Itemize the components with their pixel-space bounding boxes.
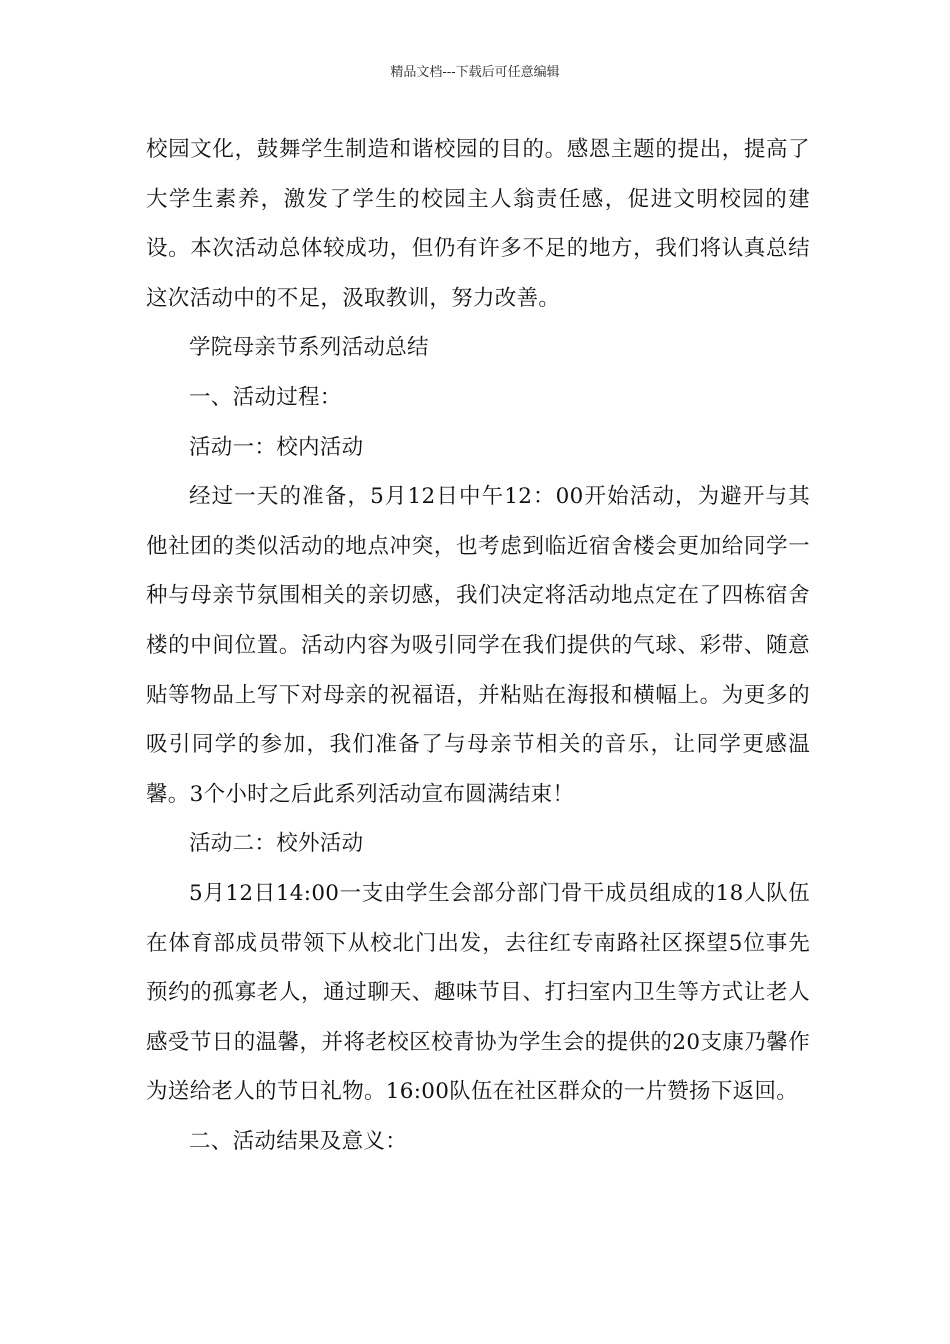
paragraph-activity-one: 经过一天的准备，5月12日中午12：00开始活动，为避开与其他社团的类似活动的地点冲突，也考虑到临近宿舍楼会更加给同学一种与母亲节氛围相关的亲切感，我们决定将活动地点定在了四栋宿舍楼的中间位置。活动内容为吸引同学在我们提供的气球、彩带、随意贴等物品上写下对母亲的祝福语，并粘贴在海报和横幅上。为更多的吸引同学的参加，我们准备了与母亲节相关的音乐，让同学更感温馨。3个小时之后此系列活动宣布圆满结束！ [146,484,810,807]
paragraph-activity-two: 5月12日14:00一支由学生会部分部门骨干成员组成的18人队伍在体育部成员带领下从校北门出发，去往红专南路社区探望5位事先预约的孤寡老人，通过聊天、趣味节目、打扫室内卫生等方式让老人感受节日的温馨，并将老校区校青协为学生会的提供的20支康乃馨作为送给老人的节日礼物。16:00队伍在社区群众的一片赞扬下返回。 [146,880,810,1105]
paragraph-continuation: 校园文化，鼓舞学生制造和谐校园的目的。感恩主题的提出，提高了大学生素养，激发了学生的校园主人翁责任感，促进文明校园的建设。本次活动总体较成功，但仍有许多不足的地方，我们将认真总结这次活动中的不足，汲取教训，努力改善。 [146,137,810,311]
document-body [146,125,810,1166]
heading-activity-process: 一、活动过程： [189,384,342,410]
heading-activity-two: 活动二：校外活动 [189,831,364,857]
page-header: 精品文档---下载后可任意编辑 [390,65,560,80]
heading-results: 二、活动结果及意义： [189,1128,408,1154]
section-title: 学院母亲节系列活动总结 [189,335,429,361]
heading-activity-one: 活动一：校内活动 [189,434,364,460]
